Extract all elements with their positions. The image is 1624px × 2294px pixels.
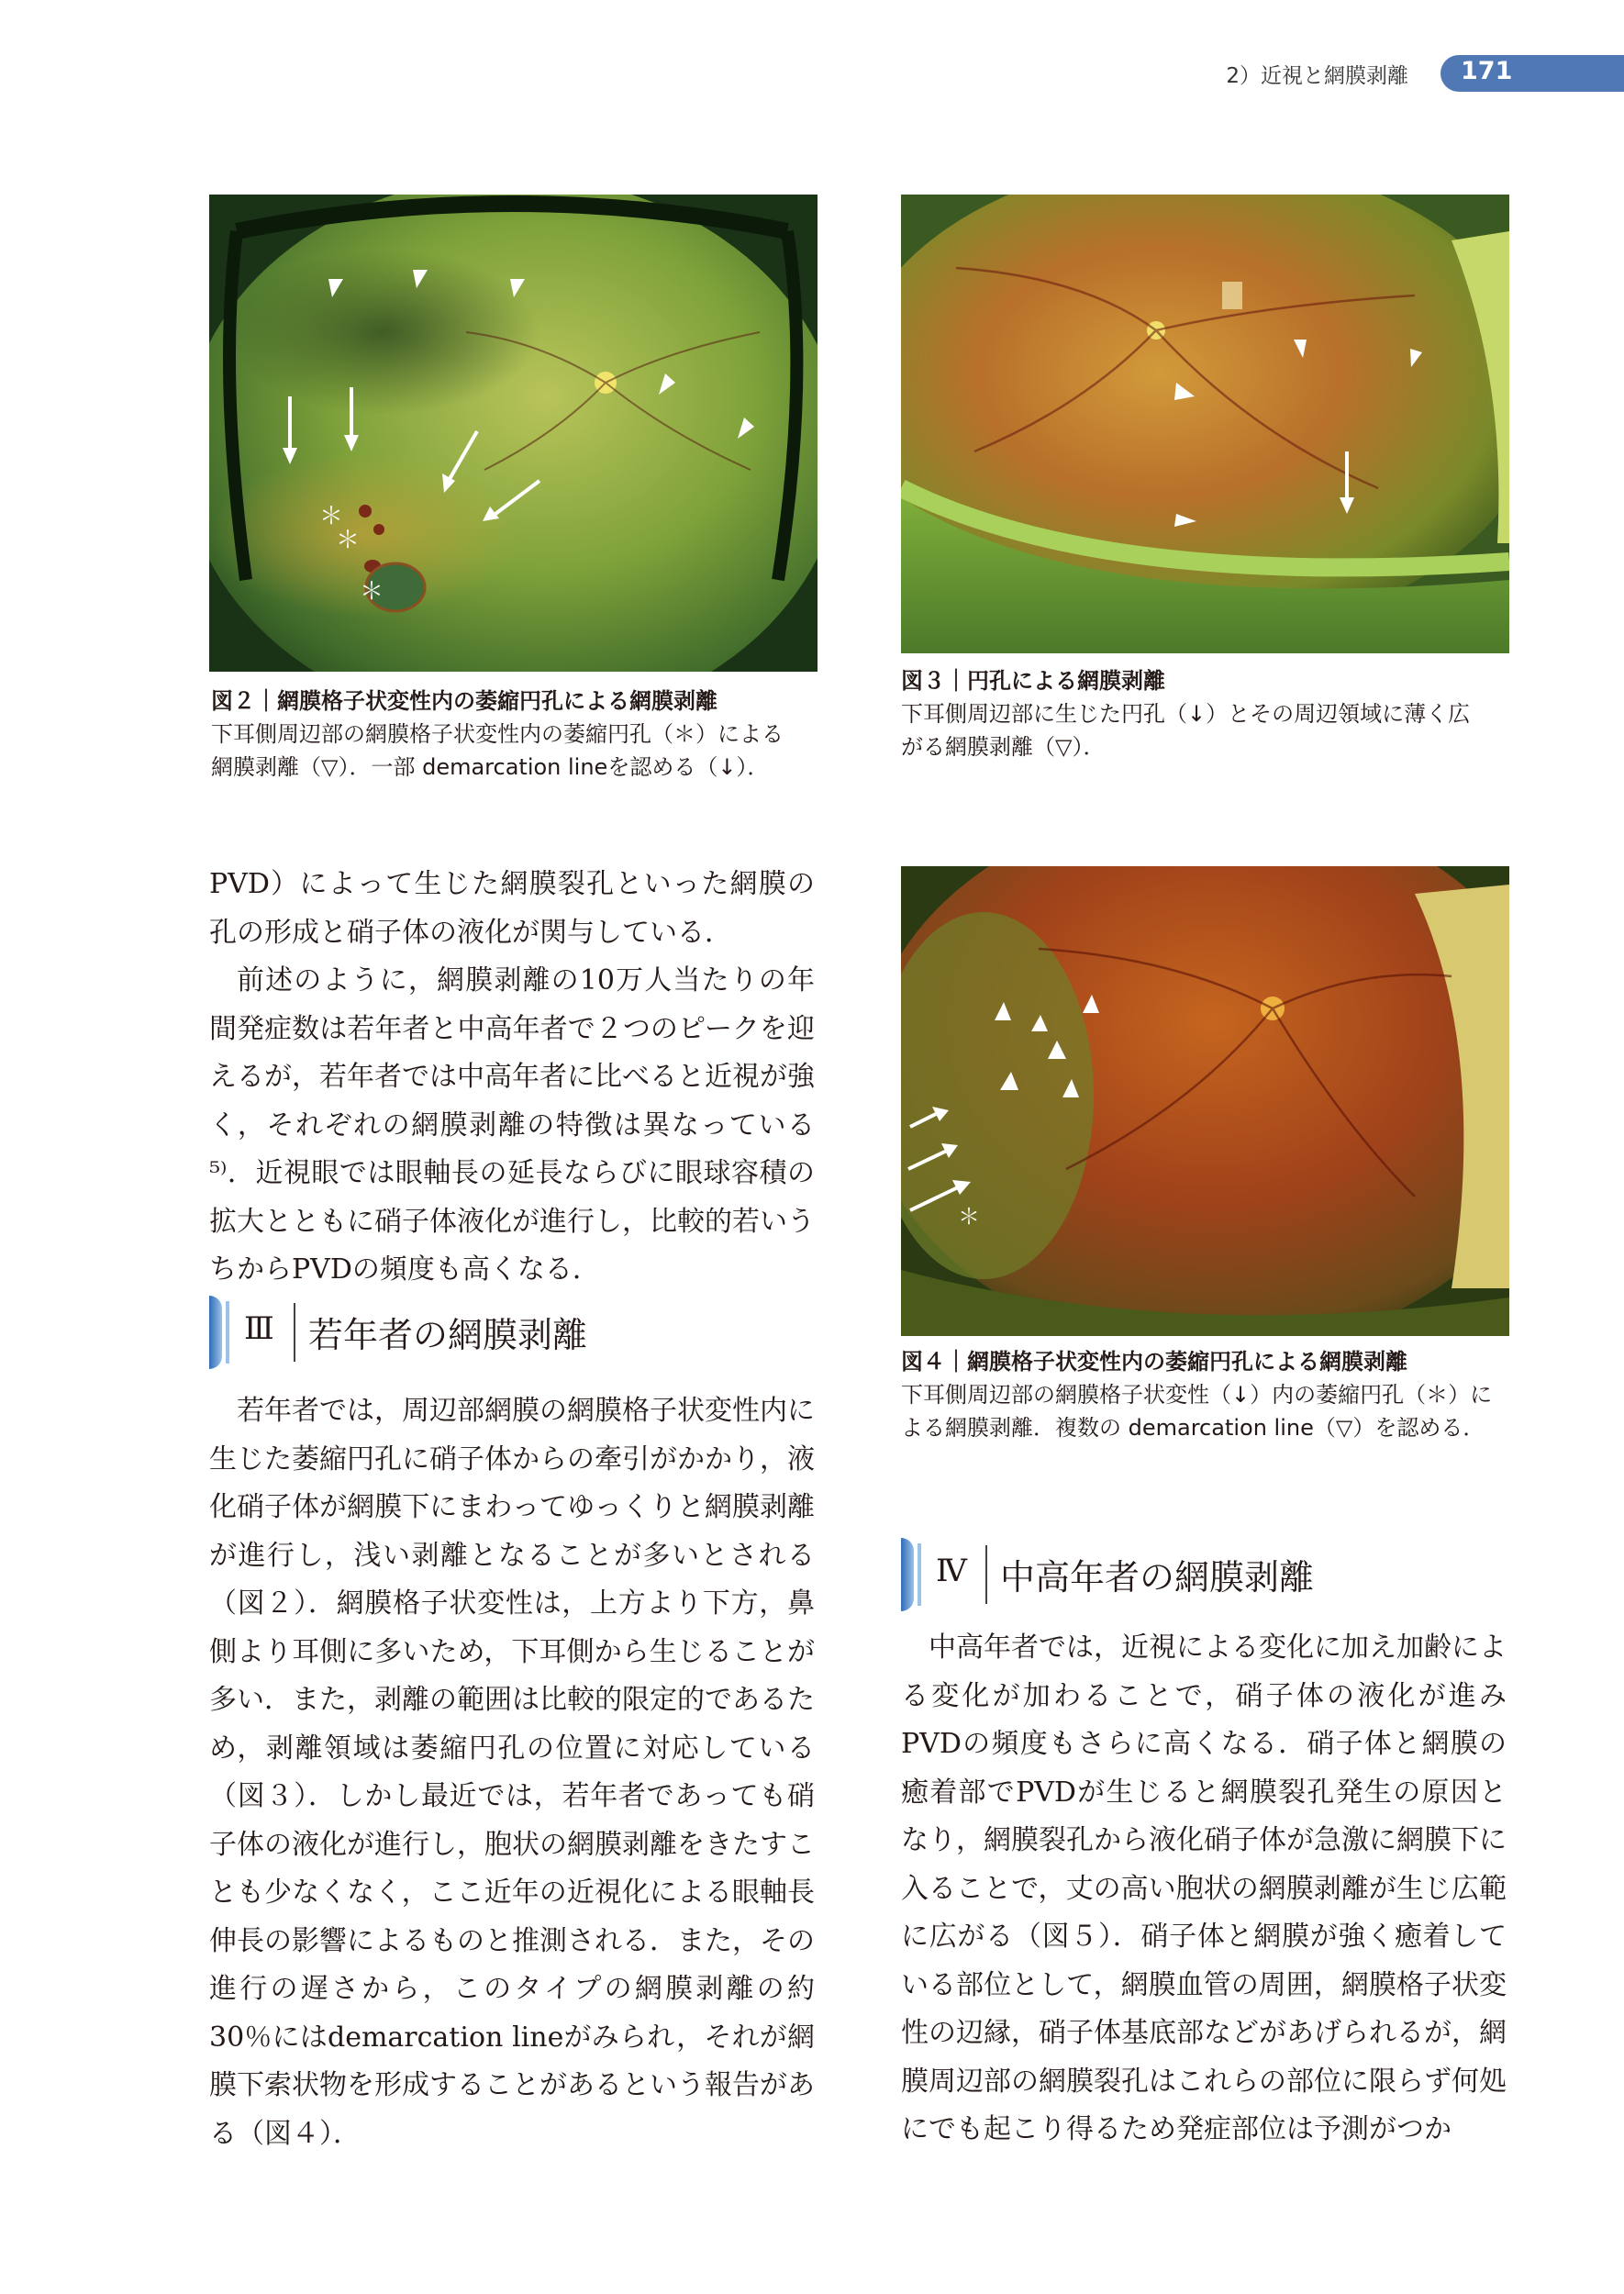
left-column-section-3-text <box>209 1387 815 2158</box>
section-heading-bar <box>209 1296 222 1369</box>
section-heading-bar <box>226 1301 229 1364</box>
section-heading-divider <box>985 1545 987 1604</box>
figure-2-caption <box>211 685 826 784</box>
section-heading-bar <box>901 1538 914 1611</box>
section-4-number: Ⅳ <box>936 1553 967 1589</box>
figure-4-image <box>901 866 1509 1336</box>
figure-4-title: 図４｜網膜格子状変性内の萎縮円孔による網膜剥離 <box>901 1349 1407 1375</box>
figure-2-caption-line: 下耳側周辺部の網膜格子状変性内の萎縮円孔（＊）による <box>211 721 784 747</box>
figure-2-marker: ＊ <box>319 503 344 530</box>
section-3-heading <box>209 1296 760 1369</box>
figure-4-caption-line: 下耳側周辺部の網膜格子状変性（↓）内の萎縮円孔（＊）に <box>901 1382 1493 1408</box>
page-number: 171 <box>1461 57 1513 85</box>
figure-4-caption-line: よる網膜剥離．複数の demarcation line（▽）を認める． <box>901 1415 1485 1441</box>
paragraph: PVD）によって生じた網膜裂孔といった網膜の孔の形成と硝子体の液化が関与している． <box>209 868 815 949</box>
left-column-upper-text <box>209 861 815 1295</box>
figure-3-caption-line: がる網膜剥離（▽）． <box>901 734 1106 760</box>
figure-4-caption <box>901 1345 1516 1444</box>
figure-2-title: 図２｜網膜格子状変性内の萎縮円孔による網膜剥離 <box>211 688 717 714</box>
section-heading-bar <box>918 1543 921 1606</box>
paragraph: 若年者では，周辺部網膜の網膜格子状変性内に生じた萎縮円孔に硝子体からの牽引がかかり，液化硝子体が網膜下にまわってゆっくりと網膜剥離が進行し，浅い剥離となることが多いとされる（図２）．網膜格子状変性は，上方より下方，鼻側より耳側に多いため，下耳側から生じることが多い．また，剥離の範囲は比較的限定的であるため，剥離領域は萎縮円孔の位置に対応している（図３）．しかし最近では，若年者であっても硝子体の液化が進行し，胞状の網膜剥離をきたすことも少なくなく，ここ近年の近視化による眼軸長伸長の影響によるものと推測される．また，その進行の遅さから，このタイプの網膜剥離の約30％にはdemarcation lineがみられ，それが網膜下索状物を形成することがあるという報告がある（図４）． <box>209 1395 815 2150</box>
figure-3-title: 図３｜円孔による網膜剥離 <box>901 668 1165 694</box>
paragraph: 前述のように，網膜剥離の10万人当たりの年間発症数は若年者と中高年者で２つのピークを迎えるが，若年者では中高年者に比べると近視が強く，それぞれの網膜剥離の特徴は異なっている⁵⁾．近視眼では眼軸長の延長ならびに眼球容積の拡大とともに硝子体液化が進行し，比較的若いうちからPVDの頻度も高くなる． <box>209 964 815 1286</box>
figure-3-image <box>901 195 1509 653</box>
section-3-number: Ⅲ <box>244 1310 274 1347</box>
figure-2-marker: ＊ <box>360 578 384 606</box>
paragraph: 中高年者では，近視による変化に加え加齢による変化が加わることで，硝子体の液化が進みPVDの頻度もさらに高くなる．硝子体と網膜の癒着部でPVDが生じると網膜裂孔発生の原因となり，網膜裂孔から液化硝子体が急激に網膜下に入ることで，丈の高い胞状の網膜剥離が生じ広範に広がる（図５）．硝子体と網膜が強く癒着している部位として，網膜血管の周囲，網膜格子状変性の辺縁，硝子体基底部などがあげられるが，網膜周辺部の網膜裂孔はこれらの部位に限らず何処にでも起こり得るため発症部位は予測がつか <box>901 1631 1507 2145</box>
figure-4-marker: ＊ <box>958 1204 980 1230</box>
running-header-title: 2）近視と網膜剥離 <box>1226 64 1408 88</box>
section-heading-divider <box>294 1303 295 1362</box>
figure-3-caption <box>901 664 1516 763</box>
figure-2-caption-line: 網膜剥離（▽）．一部 demarcation lineを認める（↓）． <box>211 754 770 780</box>
section-3-title: 若年者の網膜剥離 <box>308 1315 588 1355</box>
figure-3-caption-line: 下耳側周辺部に生じた円孔（↓）とその周辺領域に薄く広 <box>901 701 1471 727</box>
figure-2-marker: ＊ <box>336 527 361 554</box>
figure-2-image <box>209 195 818 672</box>
section-4-heading <box>901 1538 1452 1611</box>
section-4-title: 中高年者の網膜剥離 <box>1000 1557 1315 1598</box>
right-column-section-4-text <box>901 1624 1507 2155</box>
